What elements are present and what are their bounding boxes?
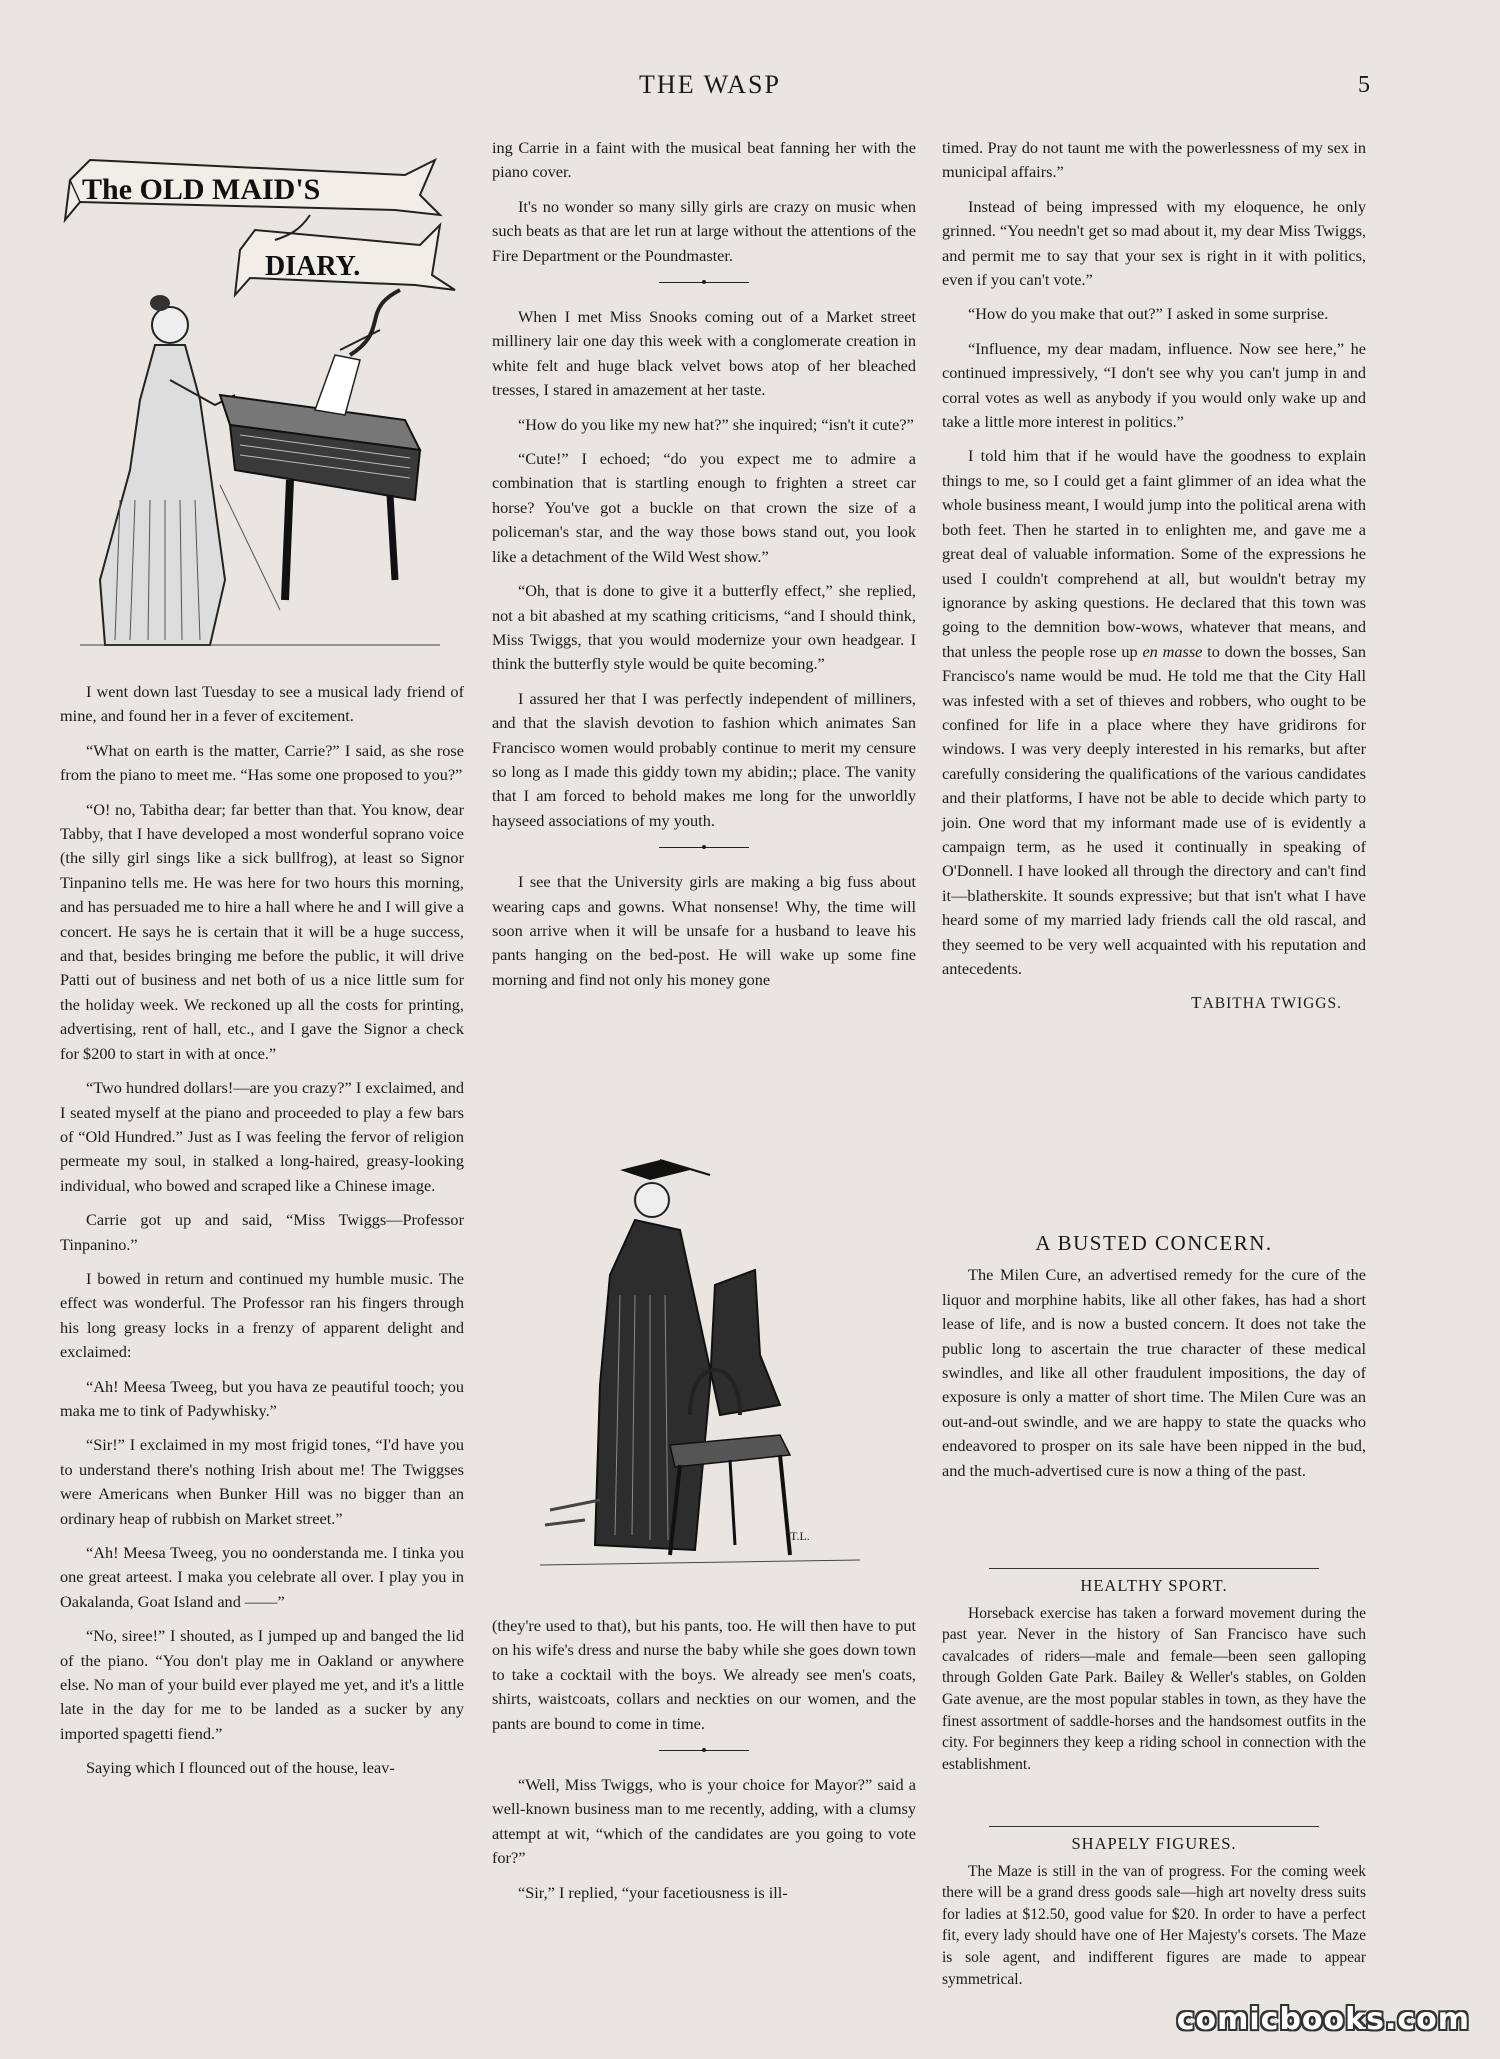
paragraph: “Oh, that is done to give it a butterfly effect,” she replied, not a bit abashed at my scathing criticisms, “and I should think, Miss Twiggs, that you would modernize your own headgear. I think the butterfly style would be quite becoming.” xyxy=(492,581,916,674)
paragraph: “What on earth is the matter, Carrie?” I said, as she rose from the piano to meet me. “Has some one proposed to you?” xyxy=(60,740,464,785)
section-divider xyxy=(659,282,749,283)
page-number: 5 xyxy=(1358,72,1370,98)
column-3 xyxy=(942,136,1366,1017)
italic-phrase: en masse xyxy=(1142,641,1203,661)
paragraph: Instead of being impressed with my eloquence, he only grinned. “You needn't get so mad about it, my dear Miss Twiggs, and permit me to say that your sex is right in it with politics, even if you can't vote.” xyxy=(942,196,1366,290)
section-divider xyxy=(659,1750,749,1751)
banner-title-2: DIARY. xyxy=(265,251,361,282)
paragraph-text: I told him that if he would have the goodness to explain things to me, so I could get a faint glimmer of an idea what the whole business meant, I would jump into the political arena with both feet. Then he started in to enlighten me, and gave me a great deal of valuable information. Some of the expressions he used I couldn't comprehend at all, but wouldn't betray my ignorance by asking questions. He declared that this town was going to the demnition bow-wows, whatever that means, and that unless the people rose up xyxy=(942,446,1366,661)
graduate-illustration xyxy=(540,1155,870,1585)
column-2 xyxy=(492,136,916,1002)
column-1 xyxy=(60,680,464,1791)
paragraph xyxy=(942,444,1366,981)
healthy-sport-article xyxy=(942,1560,1366,1785)
paragraph: I assured her that I was perfectly independent of milliners, and that the slavish devotion to fashion which animates San Francisco women would probably continue to merit my censure so long as I made this giddy town my abidin;; place. The vanity that I am forced to behold makes me long for the unworldly hayseed associations of my youth. xyxy=(492,688,916,830)
paragraph: I bowed in return and continued my humble music. The effect was wonderful. The Professor ran his fingers through his long greasy locks in a frenzy of apparent delight and exclaimed: xyxy=(60,1268,464,1362)
banner-title-1: The OLD MAID'S xyxy=(82,173,321,206)
paragraph: When I met Miss Snooks coming out of a Market street millinery lair one day this week with a conglomerate creation in white felt and huge black velvet bows atop of her bleached tresses, I stared in amazement at her taste. xyxy=(492,307,916,400)
paragraph: It's no wonder so many silly girls are crazy on music when such beats as that are let run at large without the attentions of the Fire Department or the Poundmaster. xyxy=(492,196,916,265)
section-divider xyxy=(659,847,749,848)
paragraph: “Cute!” I echoed; “do you expect me to admire a combination that is startling enough to frighten a street car horse? You've got a buckle on that crown the size of a policeman's star, and the way those bows stand out, you look like a detachment of the Wild West show.” xyxy=(492,449,916,566)
article-headline: SHAPELY FIGURES. xyxy=(1071,1834,1237,1853)
column-2-continued xyxy=(492,1614,916,1915)
article-headline: A BUSTED CONCERN. xyxy=(1035,1231,1273,1255)
paragraph-text: to down the bosses, San Francisco's name would be mud. He told me that the City Hall was infested with a set of thieves and robbers, who ought to be confined for life in a place where they have gridirons for windows. I was very deeply interested in his remarks, but after carefully considering the qualifications of the various candidates and their platforms, I have not be able to decide which party to join. One word that my informant made use of is evidently a campaign term, as he used it continually in speaking of O'Donnell. I have looked all through the directory and can't find it—blatherskite. It sounds expressive; but that isn't what I have heard some of my married lady friends call the old rascal, and they seemed to be very well acquainted with his reputation and antecedents. xyxy=(942,641,1366,978)
paragraph: “No, siree!” I shouted, as I jumped up and banged the lid of the piano. “You don't play me in Oakland or anywhere else. No man of your build ever played me yet, and it's a little late in the day for me to be landed as a sucker by any imported spagetti fiend.” xyxy=(60,1626,464,1743)
paragraph: “Sir,” I replied, “your facetiousness is ill- xyxy=(518,1882,788,1902)
paragraph: “O! no, Tabitha dear; far better than that. You know, dear Tabby, that I have developed a most wonderful soprano voice (the silly girl sings like a sick bullfrog), at least so Signor Tinpanino tells me. He was here for two hours this morning, and has persuaded me to hire a hall where he and I will give a concert. He says he is certain that it will be a huge success, and that, besides bringing me before the public, it will drive Patti out of business and net both of us a nice little sum for the holiday week. We reckoned up all the costs for printing, advertising, rent of hall, etc., and I gave the Signor a check for $200 to start in with at once.” xyxy=(60,799,464,1063)
paragraph: “Two hundred dollars!—are you crazy?” I exclaimed, and I seated myself at the piano and proceeded to play a few bars of “Old Hundred.” Just as I was feeling the fervor of religion permeate my soul, in stalked a long-haired, greasy-looking individual, who bowed and scraped like a Chinese image. xyxy=(60,1078,464,1195)
article-body: The Milen Cure, an advertised remedy for the cure of the liquor and morphine habits, like all other fakes, has had a short lease of life, and is now a busted concern. It does not take the public long to ascertain the true character of these medical swindles, and like all other fraudulent impositions, the day of exposure is only a matter of short time. The Milen Cure was an out-and-out swindle, and we are happy to state the quacks who endeavored to prosper on its sale have been nipped in the bud, and the much-advertised cure is now a thing of the past. xyxy=(942,1265,1366,1480)
watermark: comicbooks.com xyxy=(1176,2002,1470,2037)
paragraph: “Ah! Meesa Tweeg, you no oonderstanda me. I tinka you one great arteest. I maka you celebrate all over. I play you in Oakalanda, Goat Island and ——” xyxy=(60,1543,464,1611)
paragraph: “Ah! Meesa Tweeg, but you hava ze peautiful tooch; you maka me to tink of Padywhisky.” xyxy=(60,1376,464,1420)
paragraph: I went down last Tuesday to see a musical lady friend of mine, and found her in a fever of excitement. xyxy=(60,682,464,726)
paragraph: Carrie got up and said, “Miss Twiggs—Professor Tinpanino.” xyxy=(60,1210,464,1254)
old-maids-diary-illustration xyxy=(60,140,460,660)
article-body: The Maze is still in the van of progress. For the coming week there will be a grand dress goods sale—high art novelty dress suits for ladies at $12.50, good value for $20. In order to have a perfect fit, every lady should have one of Her Majesty's corsets. The Maze is sole agent, and indifferent figures are made to appear symmetrical. xyxy=(942,1862,1366,1988)
signature: TABITHA TWIGGS. xyxy=(1191,993,1342,1013)
divider-line xyxy=(989,1826,1319,1827)
masthead: THE WASP xyxy=(639,70,781,99)
paragraph: “Influence, my dear madam, influence. Now see here,” he continued impressively, “I don't see why you can't jump in and corral votes as well as anybody if you would only wake up and take a little more interest in politics.” xyxy=(942,338,1366,432)
page-header xyxy=(0,70,1500,110)
article-headline: HEALTHY SPORT. xyxy=(1080,1576,1228,1595)
paragraph: ing Carrie in a faint with the musical beat fanning her with the piano cover. xyxy=(492,138,916,182)
paragraph: “How do you make that out?” I asked in some surprise. xyxy=(968,304,1329,324)
illustrator-initials: T.L. xyxy=(790,1529,810,1543)
busted-concern-article xyxy=(942,1225,1366,1493)
paragraph: timed. Pray do not taunt me with the powerlessness of my sex in municipal affairs.” xyxy=(942,138,1366,182)
paragraph: (they're used to that), but his pants, too. He will then have to put on his wife's dress and nurse the baby while she goes down town to take a cocktail with the boys. We already see men's coats, shirts, waistcoats, collars and neckties on our women, and the pants are bound to come in time. xyxy=(492,1616,916,1733)
article-body: Horseback exercise has taken a forward movement during the past year. Never in the history of San Francisco have such cavalcades of riders—male and female—been seen galloping through Golden Gate Park. Bailey & Weller's stables, on Golden Gate avenue, are the most popular stables in town, as they have the finest assortment of saddle-horses and the handsomest outfits in the city. For beginners they keep a riding school in connection with the establishment. xyxy=(942,1604,1366,1773)
paragraph: “Sir!” I exclaimed in my most frigid tones, “I'd have you to understand there's nothing Irish about me! The Twiggses were Americans when Bunker Hill was no bigger than an ordinary heap of rubbish on Market street.” xyxy=(60,1435,464,1528)
shapely-figures-article xyxy=(942,1818,1366,2000)
divider-line xyxy=(989,1568,1319,1569)
paragraph: I see that the University girls are making a big fuss about wearing caps and gowns. What nonsense! Why, the time will soon arrive when it will be unsafe for a husband to leave his pants hanging on the bed-post. He will wake up some fine morning and find not only his money gone xyxy=(492,872,916,989)
paragraph: Saying which I flounced out of the house, leav- xyxy=(86,1758,395,1778)
paragraph: “How do you like my new hat?” she inquired; “isn't it cute?” xyxy=(518,414,914,434)
paragraph: “Well, Miss Twiggs, who is your choice for Mayor?” said a well-known business man to me recently, adding, with a clumsy attempt at wit, “which of the candidates are you going to vote for?” xyxy=(492,1775,916,1868)
